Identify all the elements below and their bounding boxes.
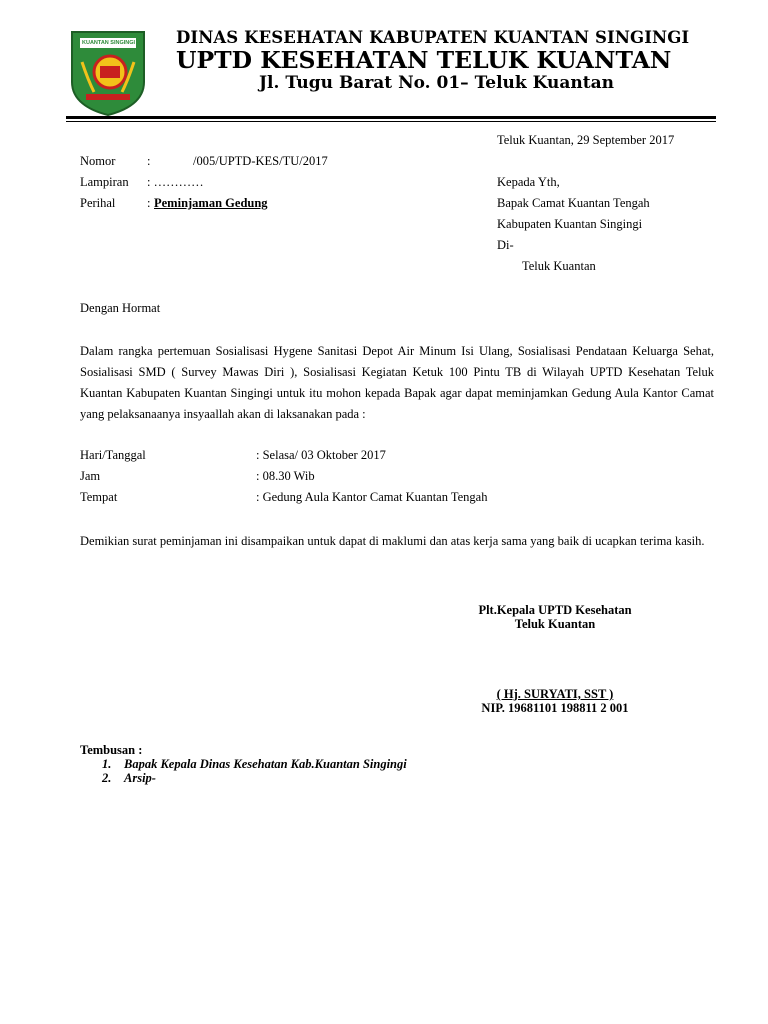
cc-item-text: Arsip- xyxy=(124,771,156,785)
body-paragraph: Dalam rangka pertemuan Sosialisasi Hygene Sanitasi Depot Air Minum Isi Ulang, Sosialisasi Pendataan Keluarga Sehat, Sosialisasi SMD ( Survey Mawas Diri ), Sosialisasi Kegiatan Ketuk 100 Pintu TB di Wilayah UPTD Kesehatan Teluk Kuantan Kabupaten Kuantan Singingi untuk itu mohon kepada Bapak agar dapat meminjamkan Gedung Aula Kantor Camat yang pelaksanaanya insyaallah akan di laksanakan pada : xyxy=(80,344,714,421)
lampiran-value: : ………… xyxy=(147,175,204,189)
place-value: : Gedung Aula Kantor Camat Kuantan Tengah xyxy=(256,490,488,504)
cc-label: Tembusan : xyxy=(80,743,143,757)
regency-logo xyxy=(70,30,146,116)
cc-item-text: Bapak Kepala Dinas Kesehatan Kab.Kuantan Singingi xyxy=(124,757,407,771)
closing-paragraph: Demikian surat peminjaman ini disampaikan untuk dapat di maklumi dan atas kerja sama yang baik di ucapkan terima kasih. xyxy=(80,534,705,548)
header-rule-thick xyxy=(66,116,716,119)
day-value: : Selasa/ 03 Oktober 2017 xyxy=(256,448,386,462)
place-label: Tempat xyxy=(80,490,118,504)
day-label: Hari/Tanggal xyxy=(80,448,146,462)
perihal-label: Perihal xyxy=(80,196,116,210)
letter-date: Teluk Kuantan, 29 September 2017 xyxy=(497,133,675,147)
perihal-colon: : xyxy=(147,196,151,210)
recipient-line5: Teluk Kuantan xyxy=(522,259,596,273)
unit-name: UPTD KESEHATAN TELUK KUANTAN xyxy=(176,46,672,74)
signature-title1: Plt.Kepala UPTD Kesehatan xyxy=(478,603,632,617)
logo-text: KUANTAN SINGINGI xyxy=(82,40,136,46)
recipient-line1: Kepada Yth, xyxy=(497,175,560,189)
address: Jl. Tugu Barat No. 01– Teluk Kuantan xyxy=(259,73,614,93)
recipient-line2: Bapak Camat Kuantan Tengah xyxy=(497,196,650,210)
nomor-label: Nomor xyxy=(80,154,116,168)
signatory-name: ( Hj. SURYATI, SST ) xyxy=(496,687,614,701)
cc-item-num: 2. xyxy=(102,771,112,785)
lampiran-label: Lampiran xyxy=(80,175,129,189)
header-rule-thin xyxy=(66,121,716,122)
nomor-colon: : xyxy=(147,154,151,168)
perihal-value: Peminjaman Gedung xyxy=(154,196,268,210)
cc-item-num: 1. xyxy=(102,757,112,771)
time-label: Jam xyxy=(80,469,101,483)
nomor-value: /005/UPTD-KES/TU/2017 xyxy=(193,154,328,168)
recipient-line4: Di- xyxy=(497,238,514,252)
greeting: Dengan Hormat xyxy=(80,301,161,315)
recipient-line3: Kabupaten Kuantan Singingi xyxy=(497,217,643,231)
time-value: : 08.30 Wib xyxy=(256,469,315,483)
signature-title2: Teluk Kuantan xyxy=(514,617,596,631)
signatory-nip: NIP. 19681101 198811 2 001 xyxy=(481,701,629,715)
agency-name: DINAS KESEHATAN KABUPATEN KUANTAN SINGINGI xyxy=(176,28,690,47)
